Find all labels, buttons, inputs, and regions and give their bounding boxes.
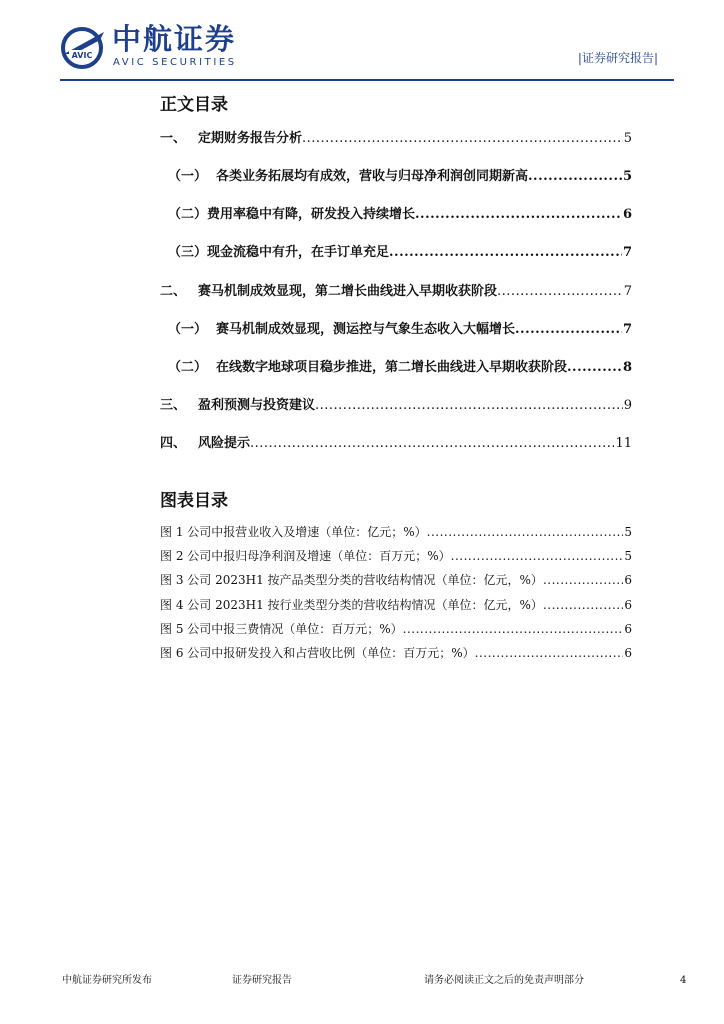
- figures-title: 图表目录: [160, 491, 228, 511]
- logo-badge: AVIC: [71, 51, 93, 60]
- figure-item[interactable]: 图 1 公司中报营业收入及增速（单位：亿元；%） ..... 5: [160, 524, 632, 540]
- header-divider: [60, 79, 674, 81]
- toc-item[interactable]: （三） 现金流稳中有升，在手订单充足 ..... 7: [160, 244, 632, 262]
- figure-item[interactable]: 图 6 公司中报研发投入和占营收比例（单位：百万元；%） ..... 6: [160, 645, 632, 661]
- figure-item[interactable]: 图 4 公司 2023H1 按行业类型分类的营收结构情况（单位：亿元，%） ..... 6: [160, 597, 632, 613]
- toc-title: 正文目录: [160, 95, 228, 115]
- toc-item[interactable]: 二、 赛马机制成效显现，第二增长曲线进入早期收获阶段 ..... 7: [160, 283, 632, 301]
- toc-item[interactable]: （二） 费用率稳中有降，研发投入持续增长 ..... 6: [160, 206, 632, 224]
- page-footer: [0, 970, 724, 1000]
- toc-item[interactable]: （一） 赛马机制成效显现，测运控与气象生态收入大幅增长 ..... 7: [160, 321, 632, 339]
- toc-item[interactable]: 四、 风险提示 ..... 11: [160, 435, 632, 453]
- footer-disclaimer: 请务必阅读正文之后的免责声明部分: [424, 975, 584, 986]
- toc-item[interactable]: 三、 盈利预测与投资建议 ..... 9: [160, 397, 632, 415]
- report-type-tag: |证券研究报告|: [577, 51, 658, 65]
- figure-item[interactable]: 图 3 公司 2023H1 按产品类型分类的营收结构情况（单位：亿元，%） ..... 6: [160, 572, 632, 588]
- page-header: [0, 0, 724, 82]
- figure-item[interactable]: 图 2 公司中报归母净利润及增速（单位：百万元；%） ..... 5: [160, 548, 632, 564]
- footer-doc-type: 证券研究报告: [232, 975, 292, 986]
- toc-item[interactable]: 一、 定期财务报告分析 ..... 5: [160, 130, 632, 148]
- figure-item[interactable]: 图 5 公司中报三费情况（单位：百万元；%） ..... 6: [160, 621, 632, 637]
- avic-logo-icon: [60, 24, 108, 70]
- toc-item[interactable]: （一） 各类业务拓展均有成效，营收与归母净利润创同期新高 ..... 5: [160, 168, 632, 186]
- logo-english-name: AVIC SECURITIES: [113, 57, 237, 68]
- logo-chinese-name: 中航证券: [112, 22, 237, 56]
- page-number: 4: [680, 975, 687, 986]
- footer-publisher: 中航证券研究所发布: [62, 975, 152, 986]
- toc-item[interactable]: （二） 在线数字地球项目稳步推进，第二增长曲线进入早期收获阶段 ..... 8: [160, 359, 632, 377]
